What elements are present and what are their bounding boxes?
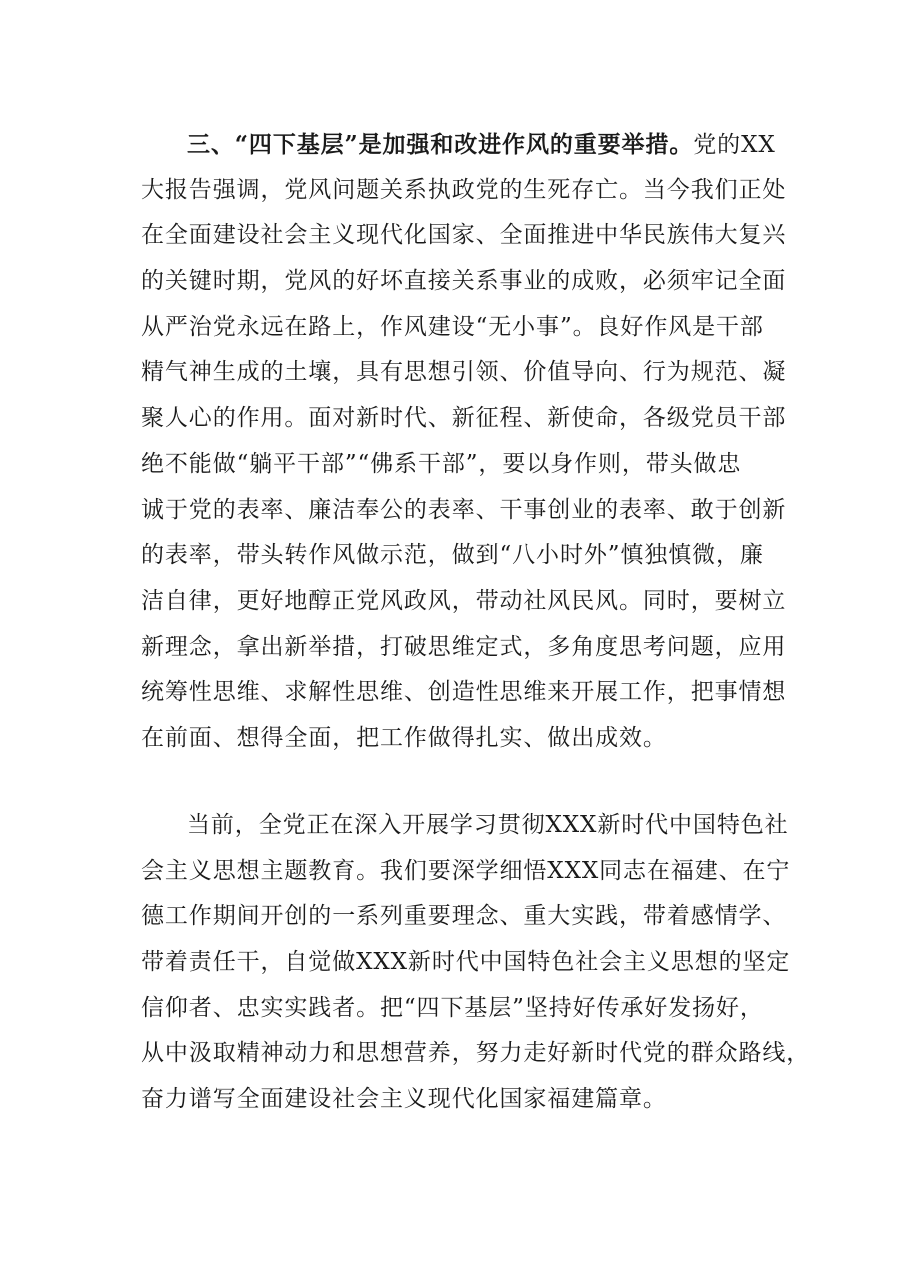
- paragraph-1-line: 绝不能做“躺平干部”“佛系干部”，要以身作则，带头做忠: [141, 450, 742, 477]
- paragraph-1-line-1-text: 党的XX: [693, 132, 776, 158]
- paragraph-1-line: 精气神生成的土壤，具有思想引领、价值导向、行为规范、凝: [141, 359, 787, 386]
- paragraph-1-line: 大报告强调，党风问题关系执政党的生死存亡。当今我们正处: [141, 176, 787, 203]
- paragraph-2-line: 德工作期间开创的一系列重要理念、重大实践，带着感情学、: [141, 903, 787, 930]
- paragraph-1-line: 诚于党的表率、廉洁奉公的表率、干事创业的表率、敢于创新: [141, 496, 787, 523]
- paragraph-2: [141, 803, 811, 1123]
- paragraph-1-line: 在前面、想得全面，把工作做得扎实、做出成效。: [141, 724, 667, 751]
- paragraph-1-line-1: [141, 122, 781, 168]
- paragraph-1-line: 在全面建设社会主义现代化国家、全面推进中华民族伟大复兴: [141, 222, 787, 249]
- paragraph-1-line: 统筹性思维、求解性思维、创造性思维来开展工作，把事情想: [141, 679, 787, 706]
- paragraph-2-line: 从中汲取精神动力和思想营养，努力走好新时代党的群众路线，: [141, 1040, 811, 1067]
- paragraph-2-line: 会主义思想主题教育。我们要深学细悟XXX同志在福建、在宁: [141, 857, 791, 884]
- paragraph-1-line: 的表率，带头转作风做示范，做到“八小时外”慎独慎微，廉: [141, 542, 764, 569]
- paragraph-1-line: 聚人心的作用。面对新时代、新征程、新使命，各级党员干部: [141, 405, 787, 432]
- paragraph-2-line: 信仰者、忠实实践者。把“四下基层”坚持好传承好发扬好，: [141, 994, 764, 1021]
- paragraph-2-line: 带着责任干，自觉做XXX新时代中国特色社会主义思想的坚定: [141, 949, 791, 976]
- paragraph-1-line: 洁自律，更好地醇正党风政风，带动社风民风。同时，要树立: [141, 587, 787, 614]
- paragraph-1-line: 新理念，拿出新举措，打破思维定式，多角度思考问题，应用: [141, 633, 787, 660]
- section-heading: 三、“四下基层”是加强和改进作风的重要举措。: [187, 131, 694, 158]
- paragraph-2-line: 当前，全党正在深入开展学习贯彻XXX新时代中国特色社: [187, 812, 789, 838]
- paragraph-1: [141, 122, 787, 762]
- paragraph-1-line: 从严治党永远在路上，作风建设“无小事”。良好作风是干部: [141, 313, 764, 340]
- paragraph-2-line: 奋力谱写全面建设社会主义现代化国家福建篇章。: [141, 1086, 667, 1113]
- paragraph-1-line: 的关键时期，党风的好坏直接关系事业的成败，必须牢记全面: [141, 268, 787, 295]
